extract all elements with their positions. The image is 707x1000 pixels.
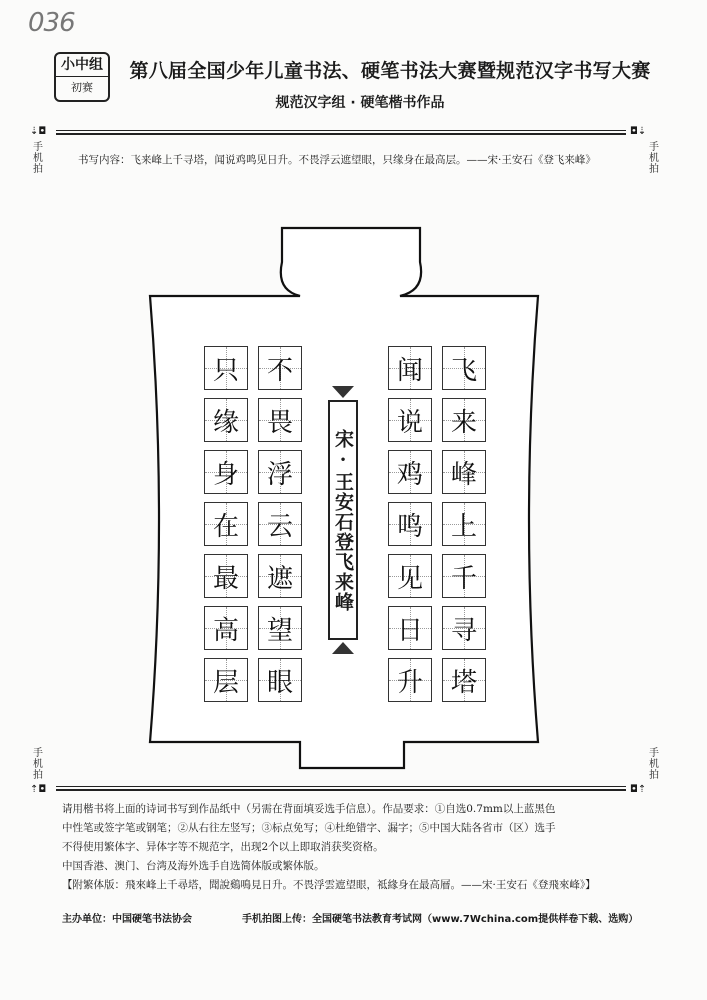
char-cell: 寻 [442, 606, 486, 650]
char-cell: 最 [204, 554, 248, 598]
char-cell: 缘 [204, 398, 248, 442]
char-cell: 峰 [442, 450, 486, 494]
char-cell: 闻 [388, 346, 432, 390]
char-cell: 来 [442, 398, 486, 442]
char-cell: 只 [204, 346, 248, 390]
char-cell: 千 [442, 554, 486, 598]
char-cell: 飞 [442, 346, 486, 390]
char-cell: 塔 [442, 658, 486, 702]
char-cell: 层 [204, 658, 248, 702]
char-cell: 遮 [258, 554, 302, 598]
char-cell: 上 [442, 502, 486, 546]
char-cell: 浮 [258, 450, 302, 494]
signature-title: 宋·王安石登飞来峰 [328, 400, 358, 640]
char-cell: 日 [388, 606, 432, 650]
instructions [62, 800, 662, 895]
phone-label-top-right: 手机拍 [649, 142, 659, 175]
instruction-line: 不得使用繁体字、异体字等不规范字，出现2个以上即取消获奖资格。 [62, 841, 384, 853]
instruction-line: 请用楷书将上面的诗词书写到作品纸中（另需在背面填妥选手信息）。作品要求：①自选0.7mm以上蓝黑色 [62, 803, 556, 815]
char-cell: 见 [388, 554, 432, 598]
char-cell: 鸣 [388, 502, 432, 546]
camera-icon-bottom-right: ◘⇡ [630, 784, 647, 795]
char-cell: 说 [388, 398, 432, 442]
phone-label-top-left: 手机拍 [33, 142, 43, 175]
camera-icon-top-right: ◘⇣ [630, 126, 647, 137]
char-cell: 在 [204, 502, 248, 546]
char-cell: 眼 [258, 658, 302, 702]
handwritten-number: 036 [28, 8, 75, 38]
instruction-line: 中国香港、澳门、台湾及海外选手自选简体版或繁体版。 [62, 860, 325, 872]
phone-label-bottom-right: 手机拍 [649, 748, 659, 781]
char-cell: 鸡 [388, 450, 432, 494]
bottom-rule [56, 786, 626, 791]
stage-label: 初赛 [71, 81, 93, 94]
camera-icon-bottom-left: ⇡◘ [30, 784, 47, 795]
camera-icon-top-left: ⇣◘ [30, 126, 47, 137]
grid-column-4 [204, 346, 248, 710]
char-cell: 不 [258, 346, 302, 390]
grid-column-3 [258, 346, 302, 710]
char-cell: 高 [204, 606, 248, 650]
char-cell: 云 [258, 502, 302, 546]
instruction-line: 中性笔或签字笔或钢笔；②从右往左竖写；③标点免写；④杜绝错字、漏字；⑤中国大陆各省市（区）选手 [62, 822, 556, 834]
instruction-line: 【附繁体版：飛來峰上千尋塔，聞說鷄鳴見日升。不畏浮雲遮望眼，祗緣身在最高層。——宋·王安石《登飛來峰》】 [62, 879, 596, 891]
writing-content: 书写内容：飞来峰上千寻塔，闻说鸡鸣见日升。不畏浮云遮望眼，只缘身在最高层。——宋·王安石《登飞来峰》 [78, 154, 596, 166]
char-cell: 畏 [258, 398, 302, 442]
grid-column-2 [388, 346, 432, 710]
upload-info: 手机拍图上传：全国硬笔书法教育考试网（www.7Wchina.com提供样卷下载、选购） [242, 914, 639, 925]
group-label: 小中组 [56, 54, 108, 77]
page-title: 第八届全国少年儿童书法、硬笔书法大赛暨规范汉字书写大赛 [129, 60, 651, 82]
phone-label-bottom-left: 手机拍 [33, 748, 43, 781]
char-cell: 升 [388, 658, 432, 702]
grid-column-1 [442, 346, 486, 710]
page-subtitle: 规范汉字组 · 硬笔楷书作品 [275, 95, 445, 111]
organizer: 主办单位：中国硬笔书法协会 [62, 914, 192, 925]
char-cell: 身 [204, 450, 248, 494]
char-cell: 望 [258, 606, 302, 650]
